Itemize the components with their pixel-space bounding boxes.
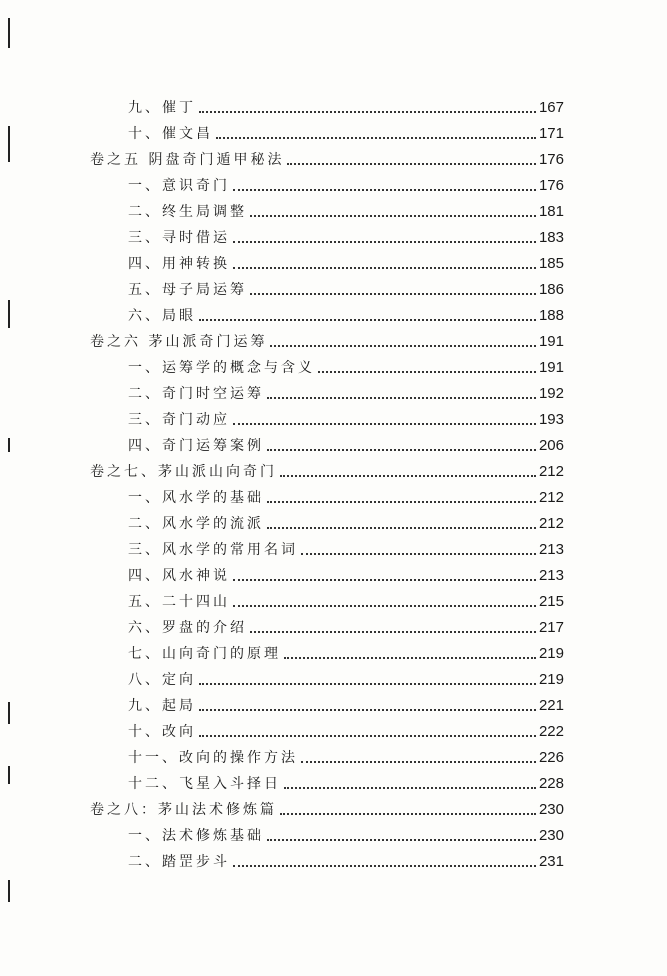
toc-page-number: 171 [538, 125, 564, 142]
toc-entry-title: 一、法术修炼基础 [128, 828, 264, 844]
toc-entry-title: 卷之六 茅山派奇门运筹 [90, 334, 268, 350]
toc-section-entry[interactable] [0, 482, 667, 508]
toc-section-entry[interactable] [0, 768, 667, 794]
toc-page-number: 219 [538, 671, 564, 688]
toc-section-entry[interactable] [0, 118, 667, 144]
toc-entry-title: 四、风水神说 [128, 568, 230, 584]
toc-page-number: 186 [538, 281, 564, 298]
toc-chapter-entry[interactable] [0, 326, 667, 352]
dot-leader [233, 423, 536, 425]
dot-leader [199, 319, 536, 321]
dot-leader [287, 163, 536, 165]
dot-leader [301, 553, 536, 555]
dot-leader [216, 137, 536, 139]
dot-leader [267, 501, 536, 503]
toc-entry-title: 三、奇门动应 [128, 412, 230, 428]
toc-entry-title: 七、山向奇门的原理 [128, 646, 281, 662]
toc-page-number: 230 [538, 827, 564, 844]
toc-page-number: 212 [538, 463, 564, 480]
dot-leader [250, 631, 536, 633]
toc-page-number: 230 [538, 801, 564, 818]
dot-leader [233, 605, 536, 607]
toc-entry-title: 二、终生局调整 [128, 204, 247, 220]
dot-leader [280, 475, 536, 477]
dot-leader [233, 241, 536, 243]
dot-leader [267, 449, 536, 451]
toc-page-number: 191 [538, 359, 564, 376]
toc-page-number: 219 [538, 645, 564, 662]
toc-section-entry[interactable] [0, 222, 667, 248]
dot-leader [233, 579, 536, 581]
toc-section-entry[interactable] [0, 638, 667, 664]
toc-entry-title: 五、母子局运筹 [128, 282, 247, 298]
toc-entry-title: 二、踏罡步斗 [128, 854, 230, 870]
toc-section-entry[interactable] [0, 352, 667, 378]
toc-section-entry[interactable] [0, 664, 667, 690]
dot-leader [267, 527, 536, 529]
toc-entry-title: 十、改向 [128, 724, 196, 740]
toc-page-number: 183 [538, 229, 564, 246]
toc-page-number: 222 [538, 723, 564, 740]
dot-leader [233, 865, 536, 867]
toc-page-number: 176 [538, 177, 564, 194]
toc-entry-title: 十二、飞星入斗择日 [128, 776, 281, 792]
toc-page-number: 212 [538, 515, 564, 532]
toc-section-entry[interactable] [0, 378, 667, 404]
toc-page-number: 215 [538, 593, 564, 610]
toc-entry-title: 三、寻时借运 [128, 230, 230, 246]
toc-page-number: 181 [538, 203, 564, 220]
dot-leader [270, 345, 536, 347]
toc-section-entry[interactable] [0, 508, 667, 534]
dot-leader [301, 761, 536, 763]
dot-leader [284, 657, 536, 659]
toc-page-number: 221 [538, 697, 564, 714]
toc-section-entry[interactable] [0, 716, 667, 742]
toc-entry-title: 一、运筹学的概念与含义 [128, 360, 315, 376]
toc-entry-title: 六、罗盘的介绍 [128, 620, 247, 636]
toc-chapter-entry[interactable] [0, 794, 667, 820]
toc-section-entry[interactable] [0, 404, 667, 430]
toc-page-number: 176 [538, 151, 564, 168]
dot-leader [250, 293, 536, 295]
toc-entry-title: 卷之七、茅山派山向奇门 [90, 464, 277, 480]
toc-entry-title: 十、催文昌 [128, 126, 213, 142]
toc-page-number: 213 [538, 567, 564, 584]
toc-section-entry[interactable] [0, 248, 667, 274]
dot-leader [199, 111, 536, 113]
toc-page-number: 217 [538, 619, 564, 636]
toc-section-entry[interactable] [0, 846, 667, 872]
toc-entry-title: 十一、改向的操作方法 [128, 750, 298, 766]
toc-chapter-entry[interactable] [0, 144, 667, 170]
toc-page-number: 228 [538, 775, 564, 792]
toc-section-entry[interactable] [0, 586, 667, 612]
toc-entry-title: 五、二十四山 [128, 594, 230, 610]
dot-leader [233, 267, 536, 269]
toc-page-number: 206 [538, 437, 564, 454]
dot-leader [267, 839, 536, 841]
toc-page-number: 212 [538, 489, 564, 506]
toc-page-number: 193 [538, 411, 564, 428]
toc-entry-title: 卷之八：茅山法术修炼篇 [90, 802, 277, 818]
toc-section-entry[interactable] [0, 430, 667, 456]
toc-entry-title: 八、定向 [128, 672, 196, 688]
toc-entry-title: 二、风水学的流派 [128, 516, 264, 532]
toc-entry-title: 九、起局 [128, 698, 196, 714]
toc-page-number: 185 [538, 255, 564, 272]
dot-leader [199, 709, 536, 711]
toc-entry-title: 四、用神转换 [128, 256, 230, 272]
toc-page-number: 213 [538, 541, 564, 558]
toc-page-number: 188 [538, 307, 564, 324]
dot-leader [284, 787, 536, 789]
toc-page-number: 192 [538, 385, 564, 402]
toc-section-entry[interactable] [0, 92, 667, 118]
toc-chapter-entry[interactable] [0, 456, 667, 482]
dot-leader [318, 371, 536, 373]
toc-section-entry[interactable] [0, 690, 667, 716]
toc-entry-title: 卷之五 阴盘奇门遁甲秘法 [90, 152, 285, 168]
toc-page-number: 231 [538, 853, 564, 870]
toc-page-number: 191 [538, 333, 564, 350]
toc-page-number: 167 [538, 99, 564, 116]
dot-leader [199, 735, 536, 737]
dot-leader [280, 813, 536, 815]
toc-section-entry[interactable] [0, 170, 667, 196]
toc-entry-title: 二、奇门时空运筹 [128, 386, 264, 402]
table-of-contents [0, 92, 667, 872]
dot-leader [250, 215, 536, 217]
toc-section-entry[interactable] [0, 820, 667, 846]
toc-section-entry[interactable] [0, 742, 667, 768]
scan-artifact [8, 880, 10, 902]
dot-leader [233, 189, 536, 191]
toc-section-entry[interactable] [0, 534, 667, 560]
toc-section-entry[interactable] [0, 274, 667, 300]
toc-entry-title: 四、奇门运筹案例 [128, 438, 264, 454]
dot-leader [199, 683, 536, 685]
toc-section-entry[interactable] [0, 560, 667, 586]
toc-section-entry[interactable] [0, 300, 667, 326]
toc-entry-title: 三、风水学的常用名词 [128, 542, 298, 558]
dot-leader [267, 397, 536, 399]
toc-entry-title: 六、局眼 [128, 308, 196, 324]
toc-section-entry[interactable] [0, 196, 667, 222]
toc-entry-title: 九、催丁 [128, 100, 196, 116]
toc-entry-title: 一、风水学的基础 [128, 490, 264, 506]
scan-artifact [8, 18, 10, 48]
toc-page-number: 226 [538, 749, 564, 766]
toc-section-entry[interactable] [0, 612, 667, 638]
toc-entry-title: 一、意识奇门 [128, 178, 230, 194]
